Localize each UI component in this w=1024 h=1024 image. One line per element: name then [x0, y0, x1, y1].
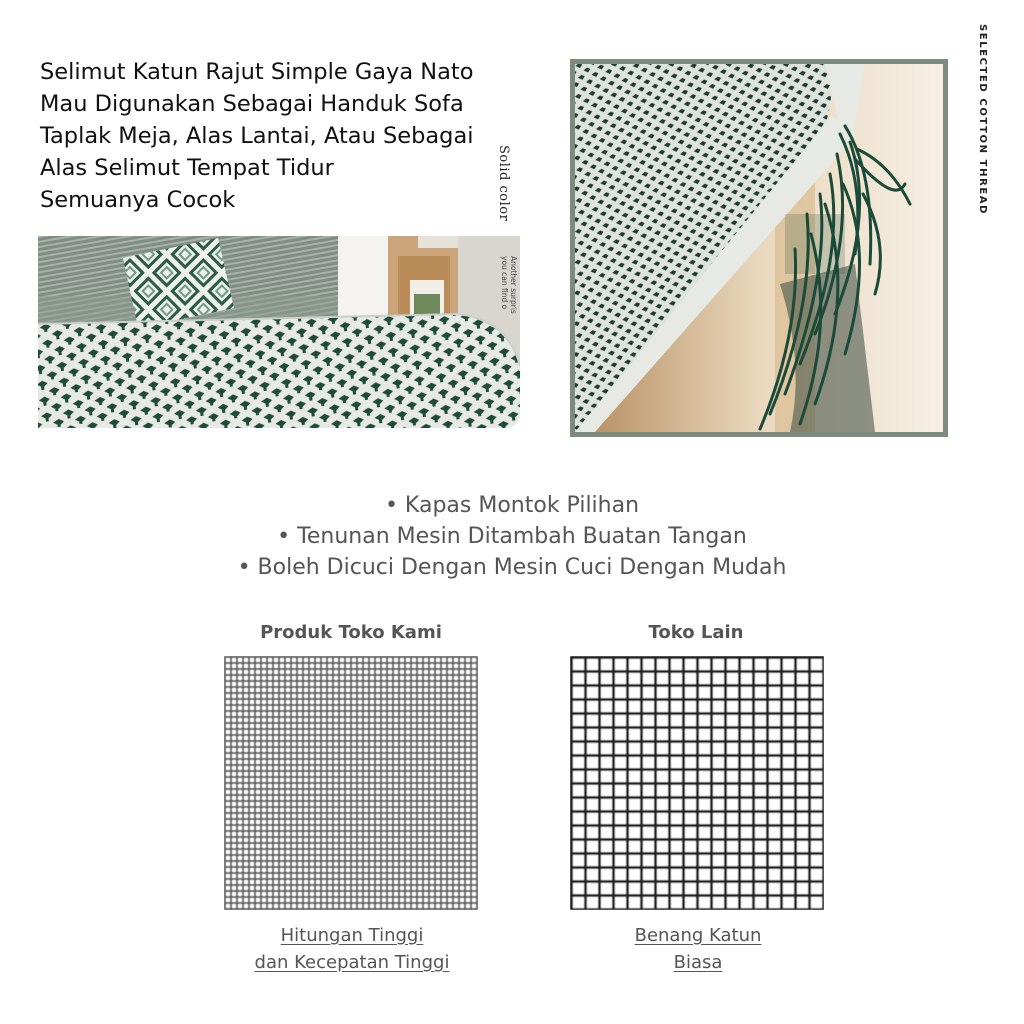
headline-line: Selimut Katun Rajut Simple Gaya Nato	[40, 59, 474, 85]
feature-item: • Tenunan Mesin Ditambah Buatan Tangan	[277, 524, 747, 549]
photo-tagline-line: Another surpris	[509, 256, 518, 314]
side-label: SELECTED COTTON THREAD	[977, 24, 988, 216]
our-product-title: Produk Toko Kami	[260, 622, 442, 643]
headline-line: Alas Selimut Tempat Tidur	[40, 155, 334, 181]
other-store-caption	[568, 922, 828, 976]
caption-line: Benang Katun	[634, 925, 762, 946]
sparse-weave-swatch	[570, 656, 824, 910]
dense-weave-swatch	[224, 656, 478, 910]
product-headline	[40, 56, 490, 216]
sofa-blanket-illustration	[38, 236, 520, 428]
headline-line: Mau Digunakan Sebagai Handuk Sofa	[40, 91, 464, 117]
photo-tagline	[500, 256, 518, 314]
sparse-weave-pattern	[570, 656, 824, 910]
headline-line: Semuanya Cocok	[40, 187, 236, 213]
caption-line: Biasa	[673, 952, 723, 973]
our-product-caption	[222, 922, 482, 976]
feature-list	[0, 490, 1024, 583]
blanket-fringe-photo	[570, 59, 948, 437]
solid-color-label: Solid color	[496, 145, 511, 222]
caption-line: Hitungan Tinggi	[280, 925, 424, 946]
feature-item: • Kapas Montok Pilihan	[384, 493, 640, 518]
feature-item: • Boleh Dicuci Dengan Mesin Cuci Dengan Mudah	[237, 555, 787, 580]
caption-line: dan Kecepatan Tinggi	[254, 952, 450, 973]
other-store-title: Toko Lain	[648, 622, 744, 643]
dense-weave-pattern	[224, 656, 478, 910]
blanket-fringe-illustration	[575, 64, 943, 432]
headline-line: Taplak Meja, Alas Lantai, Atau Sebagai	[40, 123, 474, 149]
sofa-blanket-photo	[38, 236, 520, 428]
photo-tagline-line: you can find o	[500, 256, 509, 310]
